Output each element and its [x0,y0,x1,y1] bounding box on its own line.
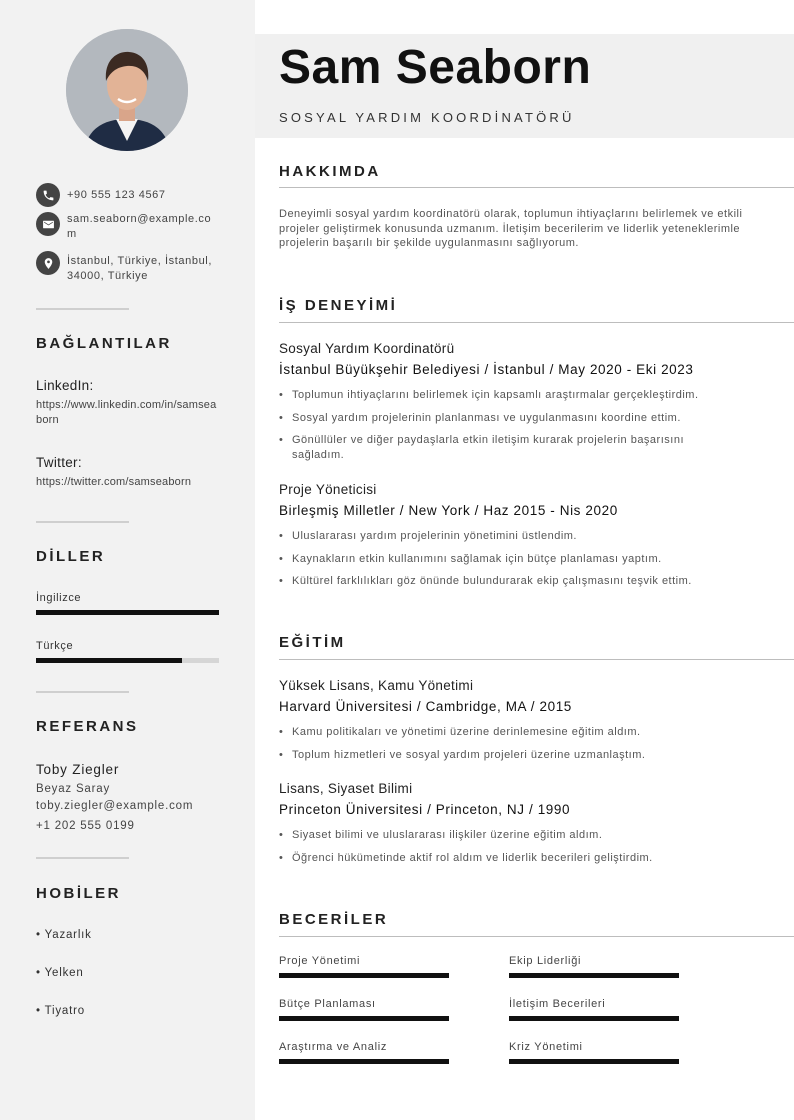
linkedin-link[interactable]: https://www.linkedin.com/in/samseaborn [36,399,217,426]
reference-email[interactable]: toby.ziegler@example.com [36,800,194,812]
mail-icon [36,212,60,236]
reference-heading: REFERANS [36,718,139,735]
job-subtitle: İstanbul Büyükşehir Belediyesi / İstanbul / May 2020 - Eki 2023 [279,362,694,377]
languages-heading: DİLLER [36,548,106,565]
skills-heading: BECERİLER [279,911,389,928]
hobby-item: • Yelken [36,967,84,979]
reference-org: Beyaz Saray [36,783,110,795]
address-text: İstanbul, Türkiye, İstanbul, 34000, Türkiye [67,255,212,282]
skill-level-bar [509,1059,679,1064]
degree-bullet: • Öğrenci hükümetinde aktif rol aldım ve liderlik becerileri geliştirdim. [279,852,653,864]
links-heading: BAĞLANTILAR [36,335,172,352]
job-bullet: • Gönüllüler ve diğer paydaşlarla etkin iletişim kurarak projelerin başarısını sağladım. [279,434,684,461]
skill-name: Proje Yönetimi [279,955,361,967]
language-level-bar [36,610,219,615]
divider [36,308,129,310]
section-rule [279,936,794,937]
education-heading: EĞİTİM [279,634,346,651]
linkedin-label: LinkedIn: [36,378,94,393]
email-text[interactable]: sam.seaborn@example.com [67,213,212,240]
twitter-label: Twitter: [36,455,82,470]
experience-heading: İŞ DENEYİMİ [279,297,398,314]
degree-subtitle: Harvard Üniversitesi / Cambridge, MA / 2015 [279,699,572,714]
section-rule [279,659,794,660]
degree-title: Yüksek Lisans, Kamu Yönetimi [279,678,474,693]
skill-level-bar [279,1059,449,1064]
skill-level-bar [509,973,679,978]
skill-level-bar [279,1016,449,1021]
job-title: Sosyal Yardım Koordinatörü [279,341,455,356]
profile-photo-icon [66,29,188,151]
language-level-bar [36,658,219,663]
job-title: Proje Yöneticisi [279,482,377,497]
sidebar [0,0,255,1120]
phone-icon [36,183,60,207]
degree-bullet: • Toplum hizmetleri ve sosyal yardım projeleri üzerine uzmanlaştım. [279,749,646,761]
divider [36,521,129,523]
language-name: İngilizce [36,592,82,604]
skill-name: Ekip Liderliği [509,955,582,967]
twitter-link[interactable]: https://twitter.com/samseaborn [36,476,192,488]
candidate-role: SOSYAL YARDIM KOORDİNATÖRÜ [279,110,575,125]
phone-text: +90 555 123 4567 [67,189,166,201]
hobby-item: • Yazarlık [36,929,92,941]
degree-bullet: • Kamu politikaları ve yönetimi üzerine derinlemesine eğitim aldım. [279,726,641,738]
job-bullet: • Uluslararası yardım projelerinin yönetimini üstlendim. [279,530,577,542]
job-bullet: • Sosyal yardım projelerinin planlanması ve uygulanmasını koordine ettim. [279,412,681,424]
reference-phone: +1 202 555 0199 [36,820,135,832]
divider [36,857,129,859]
degree-subtitle: Princeton Üniversitesi / Princeton, NJ / 1990 [279,802,571,817]
divider [36,691,129,693]
job-bullet: • Kaynakların etkin kullanımını sağlamak için bütçe planlaması yaptım. [279,553,662,565]
contact-email [36,212,217,242]
about-text: Deneyimli sosyal yardım koordinatörü olarak, toplumun ihtiyaçlarını belirlemek ve etkili projeler geliştirmek konusunda uzmanım. İletişim becerilerim ve liderlik yeteneklerimle projelerin başarılı bir şekilde uygulanmasını sağlıyorum. [279,208,743,249]
contact-phone [36,183,217,207]
degree-title: Lisans, Siyaset Bilimi [279,781,413,796]
job-bullet: • Toplumun ihtiyaçlarını belirlemek için kapsamlı araştırmalar gerçekleştirdim. [279,389,699,401]
language-name: Türkçe [36,640,74,652]
candidate-name: Sam Seaborn [279,41,592,94]
skill-level-bar [279,973,449,978]
skill-name: Bütçe Planlaması [279,998,376,1010]
hobby-item: • Tiyatro [36,1005,85,1017]
job-subtitle: Birleşmiş Milletler / New York / Haz 2015 - Nis 2020 [279,503,618,518]
hobbies-heading: HOBİLER [36,885,121,902]
degree-bullet: • Siyaset bilimi ve uluslararası ilişkiler üzerine eğitim aldım. [279,829,603,841]
location-pin-icon [36,251,60,275]
section-rule [279,187,794,188]
contact-address [36,251,227,284]
skill-name: Kriz Yönetimi [509,1041,583,1053]
skill-level-bar [509,1016,679,1021]
skill-name: İletişim Becerileri [509,998,606,1010]
section-rule [279,322,794,323]
avatar [66,29,188,151]
reference-name: Toby Ziegler [36,762,120,777]
skill-name: Araştırma ve Analiz [279,1041,388,1053]
about-heading: HAKKIMDA [279,163,381,180]
job-bullet: • Kültürel farklılıkları göz önünde bulundurarak ekip çalışmasını teşvik ettim. [279,575,692,587]
